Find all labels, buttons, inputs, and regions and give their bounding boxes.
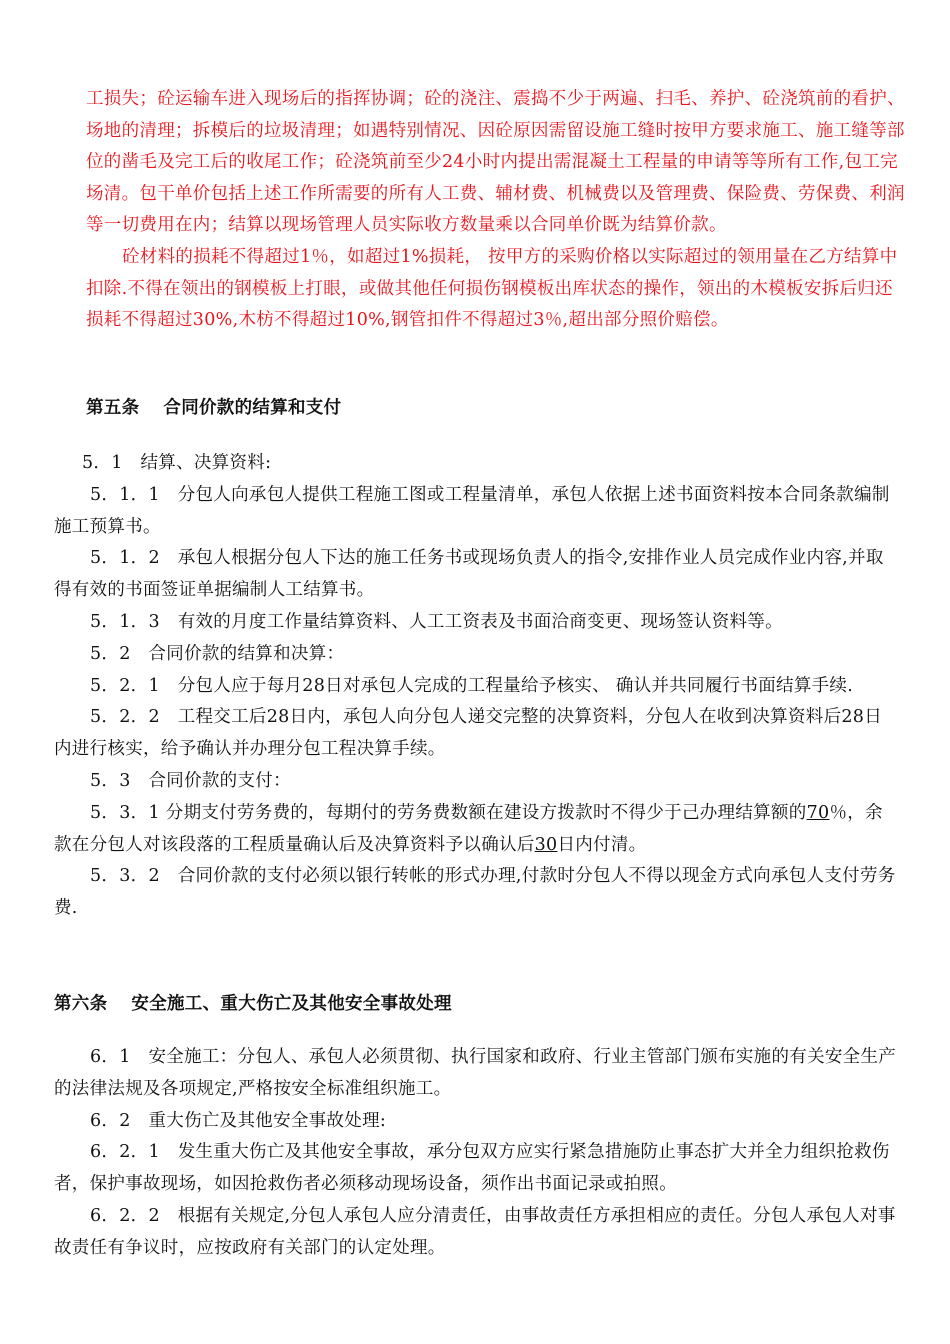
- clause-6-2: 6．2 重大伤亡及其他安全事故处理:: [90, 1110, 387, 1131]
- clause-6-2-1: 6．2．1 发生重大伤亡及其他安全事故，承分包双方应实行紧急措施防止事态扩大并全力组织抢救伤者，保护事故现场，如因抢救伤者必须移动现场设备，须作出书面记录或拍照。: [54, 1142, 890, 1195]
- clause-5-3-1-text-a: 5．3．1 分期支付劳务费的，每期付的劳务费数额在建设方拨款时不得少于己办理结算额的: [90, 802, 807, 823]
- clause-6-1: 6．1 安全施工：分包人、承包人必须贯彻、执行国家和政府、行业主管部门颁布实施的有关安全生产的法律法规及各项规定,严格按安全标准组织施工。: [54, 1047, 897, 1099]
- clause-5-3-1: [54, 798, 899, 862]
- clause-5-1-2: 5．1．2 承包人根据分包人下达的施工任务书或现场负责人的指令,安排作业人员完成作业内容,并取得有效的书面签证单据编制人工结算书。: [54, 548, 884, 601]
- article-5-body: [54, 448, 899, 925]
- clause-5-3: 5．3 合同价款的支付：: [90, 770, 291, 791]
- clause-5-3-2: 5．3．2 合同价款的支付必须以银行转帐的形式办理,付款时分包人不得以现金方式向承包人支付劳务费.: [54, 866, 896, 919]
- article-5-heading: [86, 394, 341, 419]
- clause-5-1: 5．1 结算、决算资料:: [82, 453, 272, 473]
- clause-5-3-1-text-c: 日内付清。: [557, 834, 647, 855]
- clause-5-3-1-text-b: ％，余款在分包人对该段落的工程质量确认后及决算资料予以确认后: [54, 802, 883, 855]
- intro-paragraph-1: 工损失；砼运输车进入现场后的指挥协调；砼的浇注、震捣不少于两遍、扫毛、养护、砼浇筑前的看护、场地的清理；拆模后的垃圾清理；如遇特别情况、因砼原因需留设施工缝时按甲方要求施工、施工缝等部位的凿毛及完工后的收尾工作；砼浇筑前至少24小时内提出需混凝土工程量的申请等等所有工作,包工完场清。包干单价包括上述工作所需要的所有人工费、辅材费、机械费以及管理费、保险费、劳保费、利润等一切费用在内；结算以现场管理人员实际收方数量乘以合同单价既为结算价款。: [86, 89, 905, 236]
- article-6-heading: [54, 990, 452, 1015]
- article-6-title: 安全施工、重大伤亡及其他安全事故处理: [131, 994, 452, 1014]
- clause-5-2: 5．2 合同价款的结算和决算：: [90, 643, 345, 664]
- clause-6-2-2: 6．2．2 根据有关规定,分包人承包人应分清责任，由事故责任方承担相应的责任。分包人承包人对事故责任有争议时，应按政府有关部门的认定处理。: [54, 1205, 896, 1258]
- clause-5-1-1: 5．1．1 分包人向承包人提供工程施工图或工程量清单，承包人依据上述书面资料按本合同条款编制施工预算书。: [54, 484, 890, 537]
- clause-5-2-2: 5．2．2 工程交工后28日内，承包人向分包人递交完整的决算资料，分包人在收到决算资料后28日内进行核实，给予确认并办理分包工程决算手续。: [54, 707, 883, 760]
- intro-paragraph-2: 砼材料的损耗不得超过1％，如超过1%损耗， 按甲方的采购价格以实际超过的领用量在乙方结算中扣除.不得在领出的钢模板上打眼，或做其他任何损伤钢模板出库状态的操作，领出的木模板安拆后归还损耗不得超过30%,木枋不得超过10%,钢管扣件不得超过3％,超出部分照价赔偿。: [86, 246, 898, 331]
- clause-5-1-3: 5．1．3 有效的月度工作量结算资料、人工工资表及书面洽商变更、现场签认资料等。: [90, 611, 783, 632]
- payment-percentage: 70: [806, 802, 830, 823]
- article-6-number: 第六条: [54, 994, 108, 1014]
- intro-red-text: [86, 84, 906, 337]
- article-5-title: 合同价款的结算和支付: [163, 398, 342, 418]
- payment-days: 30: [534, 834, 558, 855]
- article-6-body: [54, 1042, 899, 1265]
- article-5-number: 第五条: [86, 398, 140, 418]
- clause-5-2-1: 5．2．1 分包人应于每月28日对承包人完成的工程量给予核实、 确认并共同履行书面结算手续.: [90, 675, 854, 696]
